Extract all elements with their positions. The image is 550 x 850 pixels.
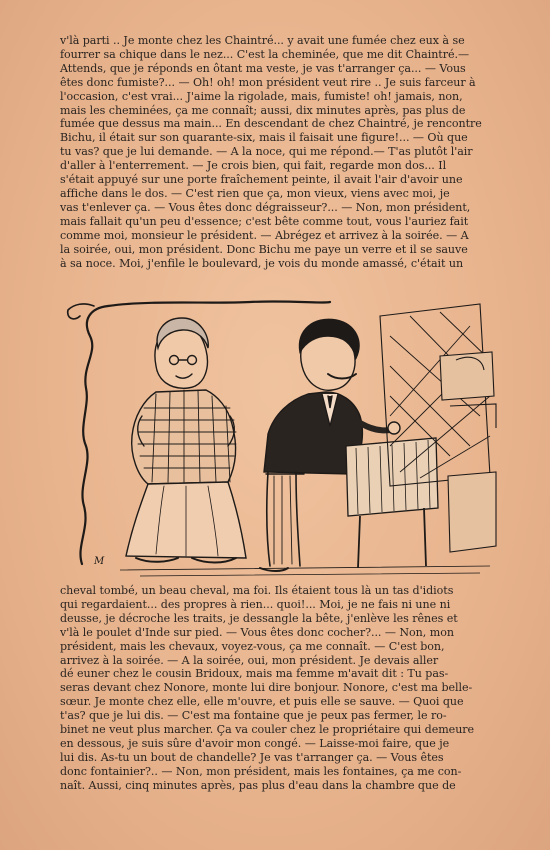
text-line: affiche dans le dos. — C'est rien que ça, mon vieux, viens avec moi, je — [60, 186, 450, 200]
text-line: en dessous, je suis sûre d'avoir mon congé. — Laisse-moi faire, que je — [60, 736, 450, 750]
text-line: s'était appuyé sur une porte fraîchement peinte, il avait l'air d'avoir une — [60, 173, 463, 187]
text-line: Bichu, il était sur son quarante-six, mais il faisait une figure!... — Où que — [60, 131, 468, 145]
text-line: arrivez à la soirée. — A la soirée, oui, mon président. Je devais aller — [60, 653, 439, 667]
artist-signature: M — [94, 556, 105, 567]
text-line: Attends, que je réponds en ôtant ma veste, je vas t'arranger ça... — Vous — [60, 61, 466, 75]
text-line: mais les cheminées, ça me connaît; aussi, dix minutes après, pas plus de — [60, 103, 466, 117]
text-line: v'là le poulet d'Inde sur pied. — Vous êtes donc cocher?... — Non, mon — [60, 625, 454, 639]
text-line: binet ne veut plus marcher. Ça va couler chez le propriétaire qui demeure — [60, 723, 475, 737]
text-line: seras devant chez Nonore, monte lui dire bonjour. Nonore, c'est ma belle- — [60, 681, 473, 695]
text-line: donc fontainier?.. — Non, mon président, mais les fontaines, ça me con- — [60, 764, 462, 778]
engraving-drawing — [60, 296, 500, 582]
frame-flourish-top — [108, 301, 330, 306]
text-block-top — [60, 34, 500, 270]
text-line: à sa noce. Moi, j'enfile le boulevard, je vois du monde amassé, c'était un — [60, 256, 464, 270]
frame-flourish-left — [80, 306, 108, 564]
text-line: d'aller à l'enterrement. — Je crois bien, qui fait, regarde mon dos... Il — [60, 159, 447, 173]
text-line: vas t'enlever ça. — Vous êtes donc dégraisseur?... — Non, mon président, — [60, 200, 471, 214]
floor-lines — [120, 566, 490, 576]
frame-flourish-curl — [68, 304, 94, 319]
text-line: dé euner chez le cousin Bridoux, mais ma femme m'avait dit : Tu pas- — [60, 667, 449, 681]
old-woman-figure — [126, 318, 246, 563]
text-line: l'occasion, c'est vrai... J'aime la rigolade, mais, fumiste! oh! jamais, non, — [60, 89, 463, 103]
text-line: fourrer sa chique dans le nez... C'est la cheminée, que me dit Chaintré.— — [60, 47, 469, 61]
text-line: cheval tombé, un beau cheval, ma foi. Ils étaient tous là un tas d'idiots — [60, 584, 454, 597]
text-line: lui dis. As-tu un bout de chandelle? Je vas t'arranger ça. — Vous êtes — [60, 750, 444, 764]
text-line: naît. Aussi, cinq minutes après, pas plus d'eau dans la chambre que de — [60, 778, 456, 792]
text-line: tu vas? que je lui demande. — A la noce, qui me répond.— T'as plutôt l'air — [60, 145, 473, 159]
text-line: t'as? que je lui dis. — C'est ma fontaine que je peux pas fermer, le ro- — [60, 709, 447, 723]
illustration — [60, 296, 500, 582]
text-line: v'là parti .. Je monte chez les Chaintré... y avait une fumée chez eux à se — [60, 34, 465, 47]
text-block-bottom — [60, 584, 500, 793]
text-line: mais fallait qu'un peu d'essence; c'est bête comme tout, vous l'auriez fait — [60, 214, 469, 228]
text-line: sœur. Je monte chez elle, elle m'ouvre, et puis elle se sauve. — Quoi que — [60, 695, 464, 709]
trouser-stripes — [274, 476, 292, 564]
text-line: fumée que dessus ma main... En descendant de chez Chaintré, je rencontre — [60, 117, 482, 131]
text-line: êtes donc fumiste?... — Oh! oh! mon président veut rire .. Je suis farceur à — [60, 75, 476, 89]
text-line: comme moi, monsieur le président. — Abrégez et arrivez à la soirée. — A — [60, 228, 469, 242]
text-line: la soirée, oui, mon président. Donc Bichu me paye un verre et il se sauve — [60, 242, 468, 256]
text-line: qui regardaient... des propres à rien... quoi!... Moi, je ne fais ni une ni — [60, 597, 451, 611]
table-furniture — [346, 438, 438, 568]
text-line: président, mais les chevaux, voyez-vous, ça me connaît. — C'est bon, — [60, 639, 445, 653]
text-line: deusse, je décroche les traits, je dessangle la bête, j'enlève les rênes et — [60, 611, 458, 625]
